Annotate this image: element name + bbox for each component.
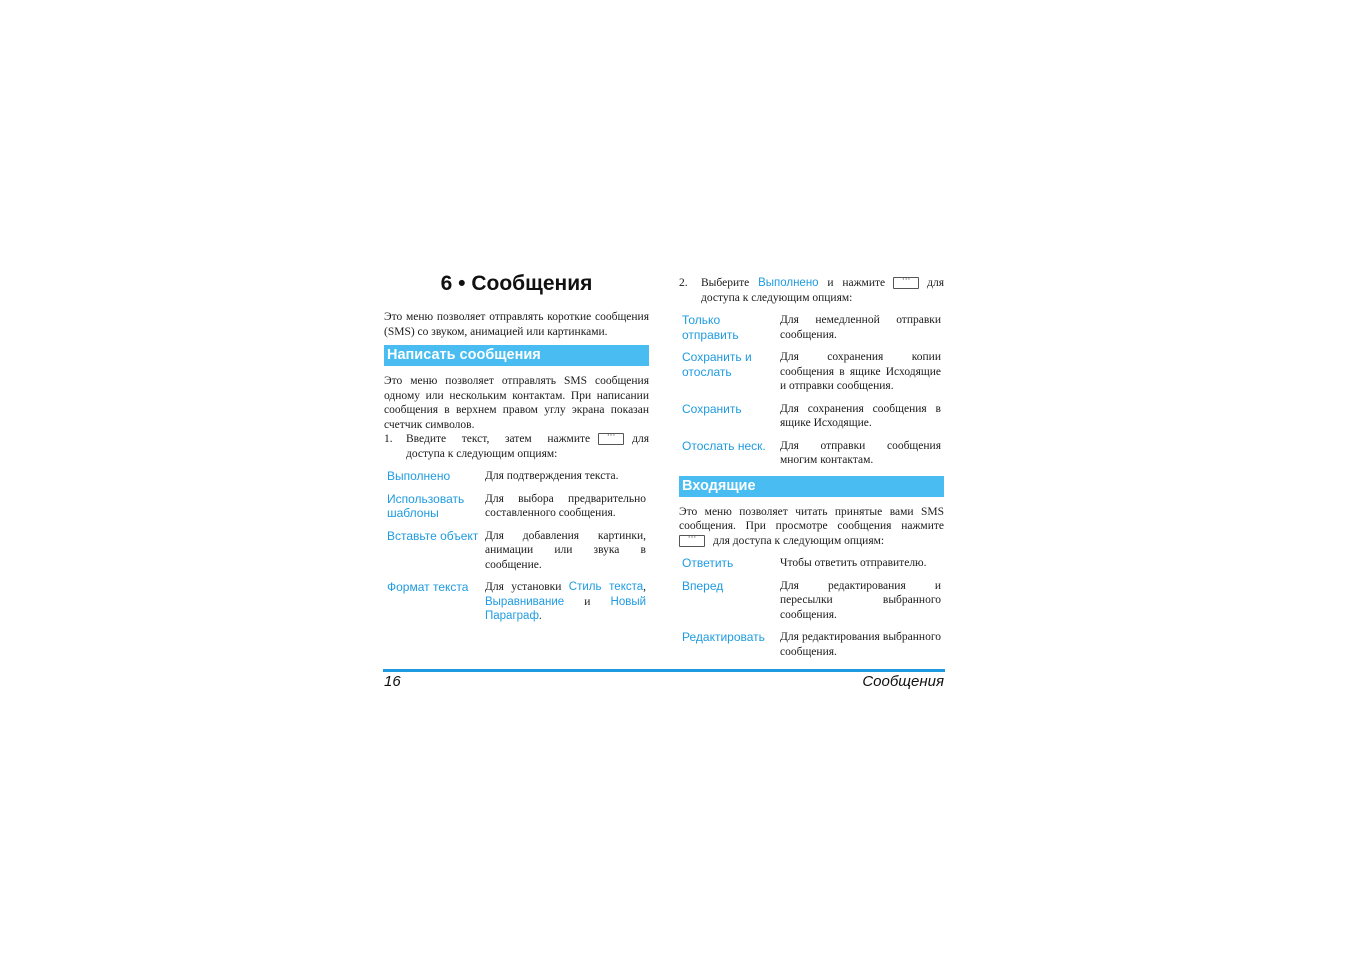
option-desc: Для редактирования выбранного сообщения. <box>780 631 941 658</box>
option-row <box>679 402 944 439</box>
option-desc: Для редактирования и пересылки выбранного сообщения. <box>780 579 941 621</box>
format-link-paragraph: Новый Параграф <box>485 595 647 622</box>
option-row <box>679 556 944 579</box>
option-row <box>384 580 649 632</box>
send-options-table <box>679 313 944 476</box>
inbox-options-table <box>679 556 944 667</box>
format-desc-part: . <box>538 610 542 622</box>
step-text-after: для доступа к следующим опциям: <box>701 277 945 304</box>
intro-paragraph: Это меню позволяет отправлять короткие сообщения (SMS) со звуком, анимацией или картинками. <box>384 311 649 338</box>
format-desc-part: , <box>643 581 647 593</box>
step-text-before: Выберите <box>701 277 750 289</box>
option-row <box>679 579 944 631</box>
option-term: Ответить <box>682 556 734 570</box>
step-text <box>701 276 944 305</box>
option-term: Сохранить и отослать <box>682 350 752 379</box>
chapter-title: 6 • Сообщения <box>440 272 593 295</box>
option-row <box>384 469 649 492</box>
option-desc: Для сохранения сообщения в ящике Исходящие. <box>780 402 941 429</box>
option-desc: Для сохранения копии сообщения в ящике Исходящие и отправки сообщения. <box>780 351 941 392</box>
menu-key-icon <box>679 535 705 547</box>
page-number: 16 <box>384 673 401 690</box>
option-row <box>679 313 944 350</box>
menu-key-icon <box>893 277 919 289</box>
format-link-style: Стиль текста <box>568 581 644 593</box>
option-term: Использовать шаблоны <box>387 491 465 520</box>
option-term: Отослать неск. <box>682 438 766 453</box>
footer-section-title: Сообщения <box>862 673 944 690</box>
format-desc-part: Для установки <box>485 581 562 593</box>
option-desc: Чтобы ответить отправителю. <box>780 557 927 569</box>
step-text-mid: и нажмите <box>827 277 886 289</box>
option-term: Сохранить <box>682 401 742 416</box>
step-2 <box>679 276 944 305</box>
write-options-table <box>384 469 649 632</box>
step-text-before: Введите текст, затем нажмите <box>406 433 591 445</box>
section-heading-write: Написать сообщения <box>384 345 649 366</box>
option-desc: Для добавления картинки, анимации или звука в сообщение. <box>485 529 646 571</box>
inbox-text-after: для доступа к следующим опциям: <box>713 534 885 547</box>
format-link-align: Выравнивание <box>485 595 565 608</box>
option-term: Формат текста <box>387 580 469 594</box>
option-row <box>679 630 944 667</box>
option-desc: Для отправки сообщения многим контактам. <box>780 439 941 466</box>
option-row <box>384 529 649 581</box>
option-term: Только отправить <box>682 313 739 342</box>
option-row <box>679 350 944 402</box>
option-term: Вперед <box>682 578 724 593</box>
step-number: 2. <box>679 277 688 289</box>
right-column <box>679 276 944 667</box>
option-desc: Для немедленной отправки сообщения. <box>780 314 941 341</box>
option-desc: Для подтверждения текста. <box>485 470 619 482</box>
step-text-after: для доступа к следующим опциям: <box>406 433 649 460</box>
step-1 <box>384 432 649 461</box>
footer-rule <box>383 669 945 672</box>
write-paragraph: Это меню позволяет отправлять SMS сообщения одному или нескольким контактам. При написании сообщения в верхнем правом углу экрана показан счетчик символов. <box>384 375 649 431</box>
option-row <box>679 439 944 476</box>
option-term: Редактировать <box>682 630 765 644</box>
format-desc-part: и <box>584 595 591 608</box>
menu-key-icon <box>598 433 624 445</box>
section-heading-inbox: Входящие <box>679 476 944 497</box>
option-desc: Для выбора предварительно составленного сообщения. <box>485 492 646 519</box>
option-row <box>384 492 649 529</box>
step-number: 1. <box>384 433 393 445</box>
step-link-done: Выполнено <box>758 277 819 289</box>
inbox-text-before: Это меню позволяет читать принятые вами SMS сообщения. При просмотре сообщения нажмите <box>679 505 944 532</box>
option-term: Вставьте объект <box>387 528 479 543</box>
inbox-paragraph <box>679 505 944 549</box>
option-desc <box>482 580 649 632</box>
left-column <box>384 272 649 632</box>
option-term: Выполнено <box>387 469 451 483</box>
step-text <box>406 432 649 461</box>
